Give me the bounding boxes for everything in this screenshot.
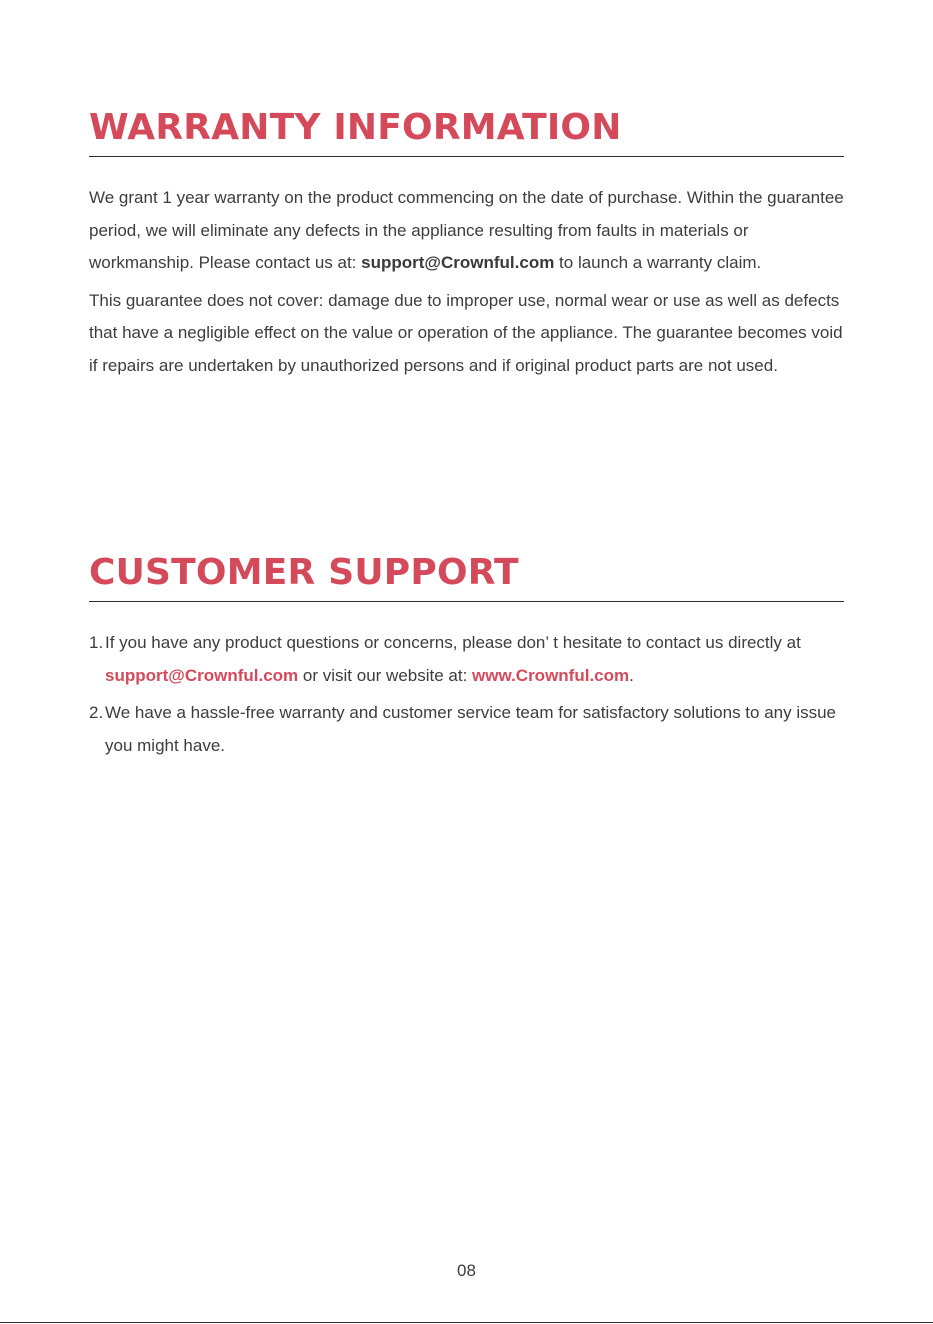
support-website-link[interactable]: www.Crownful.com — [472, 665, 630, 685]
list-number: 1. — [89, 633, 104, 652]
warranty-paragraph-2: This guarantee does not cover: damage due to improper use, normal wear or use as well as defects that have a negligible effect on the value or operation of the appliance. The guarantee becomes void if repairs are undertaken by unauthorized persons and if original product parts are not used. — [89, 290, 843, 375]
support-text-1a: If you have any product questions or concerns, please don’ t hesitate to contact us directly at — [105, 633, 801, 652]
support-email-link[interactable]: support@Crownful.com — [105, 665, 299, 685]
page-number: 08 — [457, 1261, 476, 1280]
warranty-text-1a: We grant 1 year warranty on the product commencing on the date of purchase. Within the guarantee period, we will eliminate any defects in the appliance resulting from faults in materials or workmanship. Please contact us at: — [89, 188, 844, 272]
warranty-section — [89, 106, 844, 382]
warranty-title-rule — [89, 156, 844, 157]
warranty-title: WARRANTY INFORMATION — [89, 107, 622, 148]
support-text-1c: . — [629, 665, 634, 685]
warranty-text-1b: to launch a warranty claim. — [554, 253, 762, 272]
list-item — [89, 627, 844, 692]
page-bottom-rule — [0, 1322, 933, 1323]
support-list — [89, 627, 844, 762]
warranty-email: support@Crownful.com — [361, 253, 555, 272]
support-text-1b: or visit our website at: — [298, 665, 473, 685]
support-title: CUSTOMER SUPPORT — [89, 552, 519, 593]
support-section — [89, 551, 844, 762]
support-text-2: We have a hassle-free warranty and customer service team for satisfactory solutions to any issue you might have. — [105, 703, 837, 755]
list-item — [89, 697, 844, 762]
list-number: 2. — [89, 703, 104, 722]
warranty-paragraph-1 — [89, 182, 844, 280]
support-title-rule — [89, 601, 844, 602]
